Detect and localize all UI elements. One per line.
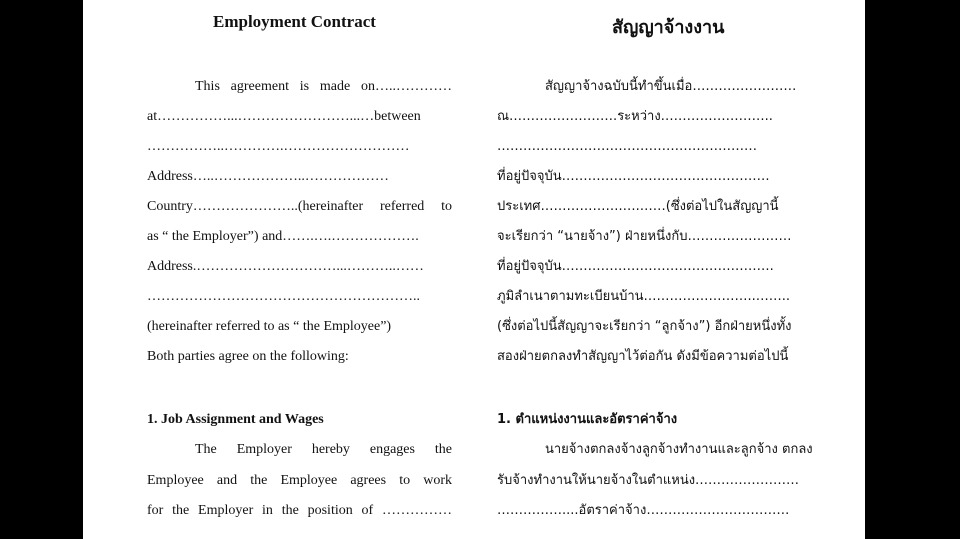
thai-title: สัญญาจ้างงาน [612, 17, 725, 37]
thai-line-7: ที่อยู่ปัจจุบัน…………………………………………. [497, 259, 774, 274]
english-line-9: (hereinafter referred to as “ the Employee”) [147, 319, 392, 334]
thai-line-9: (ซึ่งต่อไปนี้สัญญาจะเรียกว่า “ลูกจ้าง”) อีกฝ่ายหนึ่งทั้ง [497, 319, 792, 334]
english-section1-heading: 1. Job Assignment and Wages [147, 412, 324, 427]
thai-section1-line-2: รับจ้างทำงานให้นายจ้างในตำแหน่ง…………………… [497, 473, 800, 488]
document-page [83, 0, 865, 539]
english-line-4: Address…..………………..……………… [147, 169, 389, 184]
english-line-3: ……………..………….……………………… [147, 139, 410, 154]
thai-section1-line-3: ……………....อัตราค่าจ้าง…………………………… [497, 503, 790, 518]
english-line-1: This agreement is made on…..………… [195, 79, 452, 94]
english-line-10: Both parties agree on the following: [147, 349, 349, 364]
english-section1-line-3: for the Employer in the position of …………… [147, 503, 452, 518]
thai-line-5: ประเทศ……………….….……(ซึ่งต่อไปในสัญญานี้ [497, 199, 779, 214]
thai-section1-heading: 1. ตำแหน่งงานและอัตราค่าจ้าง [497, 412, 678, 427]
english-title: Employment Contract [213, 12, 376, 31]
english-section1-line-1: The Employer hereby engages the [195, 442, 452, 457]
thai-section1-line-1: นายจ้างตกลงจ้างลูกจ้างทำงานและลูกจ้าง ตกลง [545, 442, 813, 457]
english-line-6: as “ the Employer”) and…….….………………. [147, 229, 419, 244]
english-line-5: Country…………………..(hereinafter referred to [147, 199, 452, 214]
english-section1-line-2: Employee and the Employee agrees to work [147, 473, 452, 488]
thai-line-4: ที่อยู่ปัจจุบัน………………………………………… [497, 169, 770, 184]
thai-line-1: สัญญาจ้างฉบับนี้ทำขึ้นเมื่อ…………………… [545, 79, 797, 94]
english-line-2: at……………...……………………...…between [147, 109, 421, 124]
english-line-8: ………………………………………………….. [147, 289, 420, 304]
thai-line-8: ภูมิลำเนาตามทะเบียนบ้าน……………………..…….. [497, 289, 791, 304]
thai-line-2: ณ…………………….ระหว่าง…………………….. [497, 109, 773, 124]
thai-line-10: สองฝ่ายตกลงทำสัญญาไว้ต่อกัน ดังมีข้อความต่อไปนี้ [497, 349, 789, 364]
thai-line-6: จะเรียกว่า “นายจ้าง”) ฝ่ายหนึ่งกับ…………………… [497, 229, 792, 244]
english-line-7: Address.…………………………...………..…… [147, 259, 424, 274]
thai-line-3: …………………………………………………… [497, 139, 757, 154]
